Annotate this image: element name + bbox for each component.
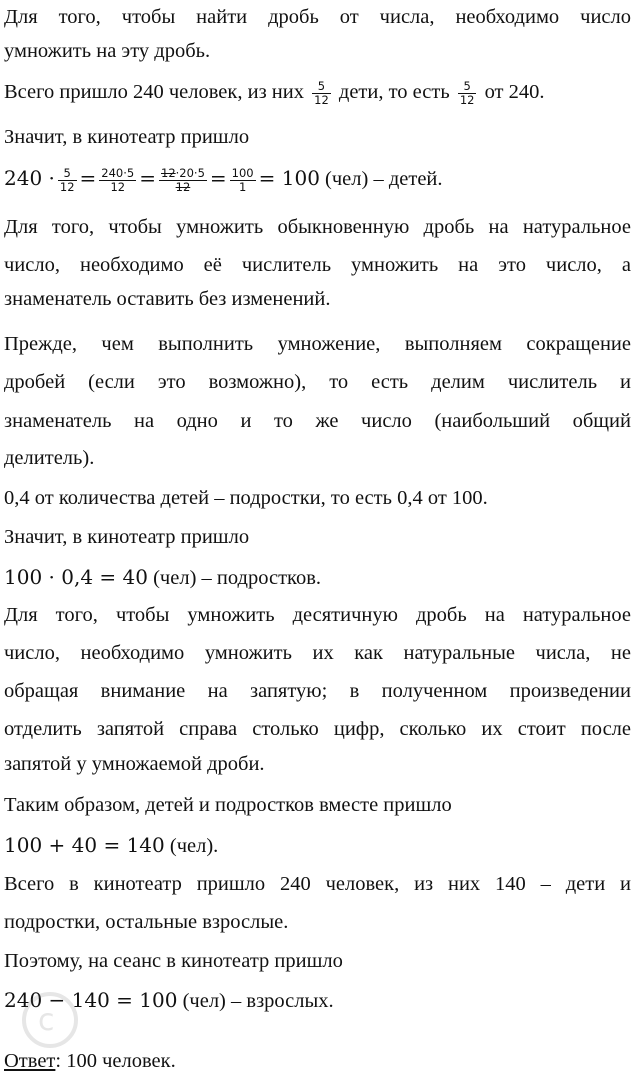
text-segment: дети, то есть [338,81,450,104]
svg-text:c: c [38,1003,55,1038]
text-line: делитель). [4,447,95,469]
fraction: $\frac{12\cdot 20\cdot 5}{12}$ [161,165,205,194]
text-line: подростки, остальные взрослые. [4,911,289,933]
text-line: Прежде, чем выполнить умножение, выполняем сокращение [4,333,631,355]
text-line: дробей (если это возможно), то есть делим числитель и [4,371,631,393]
text-line: Для того, чтобы умножить десятичную дробь на натуральное [4,604,631,626]
text-line: Значит, в кинотеатр пришло [4,126,250,148]
text-segment: Всего пришло 240 человек, из них [4,81,304,104]
answer-text: : 100 человек. [55,1050,176,1072]
fraction: $\frac{5}{12}$ [59,165,75,194]
text-line: Значит, в кинотеатр пришло [4,526,250,548]
text-line: Для того, чтобы умножить обыкновенную дробь на натуральное [4,216,631,238]
answer-label: Ответ [4,1050,56,1072]
fraction: $\frac{100}{1}$ [231,165,254,194]
text-line: умножить на эту дробь. [4,40,211,62]
answer [4,1050,176,1073]
equation-adults: 240 − 140 = 100 (чел) – взрослых. [4,988,334,1012]
text-line: 0,4 от количества детей – подростки, то есть 0,4 от 100. [4,487,488,509]
text-line: запятой у умножаемой дроби. [4,753,265,775]
text-line: отделить запятой справа столько цифр, сколько их стоит после [4,718,631,740]
text-line: Для того, чтобы найти дробь от числа, необходимо число [4,6,631,28]
text-segment: от 240. [484,81,545,104]
fraction: $\frac{5}{12}$ [314,79,329,107]
fraction: $\frac{5}{12}$ [459,79,475,107]
equation-teens: 100 · 0,4 = 40 (чел) – подростков. [4,565,322,589]
text-line: знаменатель оставить без изменений. [4,288,331,310]
text-line: знаменатель на одно и то же число (наибольший общий [4,410,631,432]
text-line-with-fractions [4,80,545,107]
equation-children: 240 · $\frac{5}{12}$ = $\frac{240\cdot 5}{12}$ = $\frac{12\cdot 20\cdot 5}{12}$ = $\frac{100}{1}$ = 100 (чел) – детей. [4,165,443,194]
text-line: Поэтому, на сеанс в кинотеатр пришло [4,950,343,972]
text-line: число, необходимо умножить их как натуральные числа, не [4,642,631,664]
text-line: число, необходимо её числитель умножить на это число, а [4,254,631,276]
equation-total: 100 + 40 = 140 (чел). [4,833,219,857]
text-line: Таким образом, детей и подростков вместе пришло [4,794,452,816]
text-line: Всего в кинотеатр пришло 240 человек, из них 140 – дети и [4,873,631,895]
text-line: обращая внимание на запятую; в полученном произведении [4,680,631,702]
fraction: $\frac{240\cdot 5}{12}$ [101,165,135,194]
